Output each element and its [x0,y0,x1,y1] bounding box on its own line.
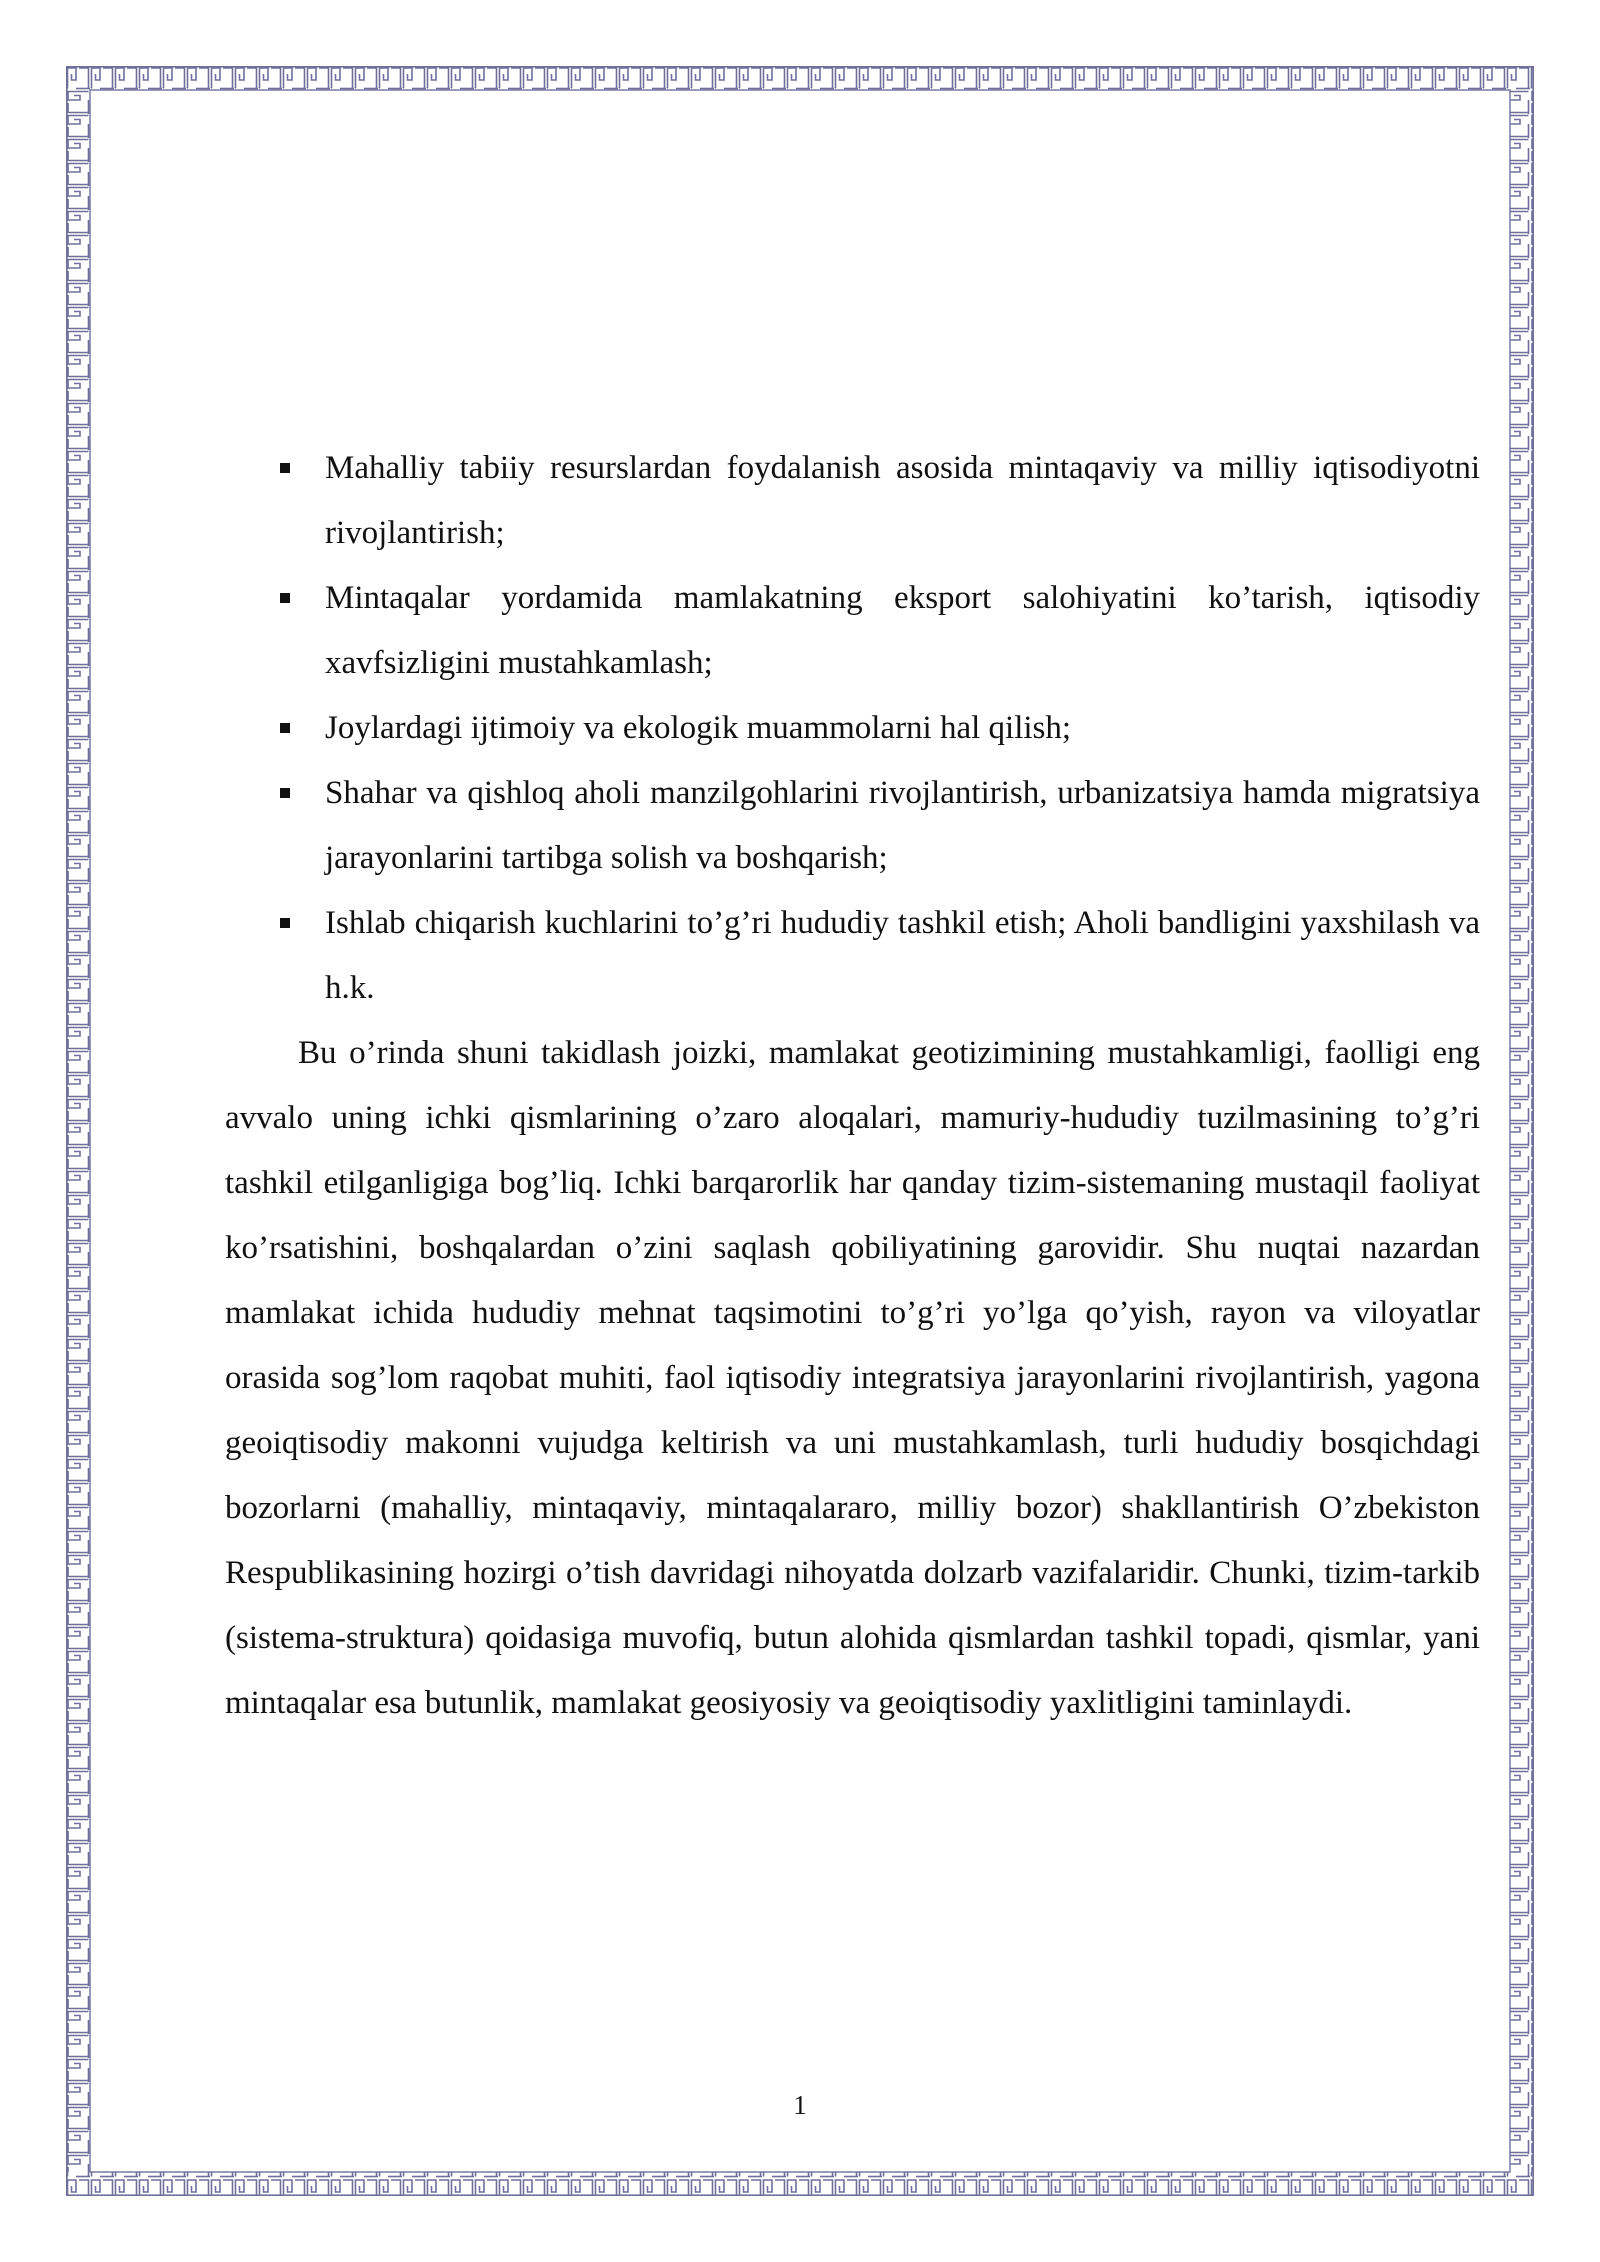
document-body [225,436,1480,1736]
list-item-text: Joylardagi ijtimoiy va ekologik muammolarni hal qilish; [325,710,1072,746]
square-bullet-icon [280,593,290,603]
bullet-list [225,436,1480,1021]
list-item [225,436,1480,566]
list-item-text: Shahar va qishloq aholi manzilgohlarini rivojlantirish, urbanizatsiya hamda migratsiya jarayonlarini tartibga solish va boshqarish; [325,775,1480,876]
list-item-text: Mintaqalar yordamida mamlakatning eksport salohiyatini ko’tarish, iqtisodiy xavfsizligini mustahkamlash; [325,580,1480,681]
list-item [225,696,1480,761]
page-number: 1 [793,2090,807,2120]
list-item-text: Ishlab chiqarish kuchlarini to’g’ri hududiy tashkil etish; Aholi bandligini yaxshilash va h.k. [325,905,1480,1006]
list-item [225,761,1480,891]
square-bullet-icon [280,723,290,733]
list-item [225,891,1480,1021]
list-item-text: Mahalliy tabiiy resurslardan foydalanish asosida mintaqaviy va milliy iqtisodiyotni rivojlantirish; [325,450,1480,551]
body-paragraph: Bu o’rinda shuni takidlash joizki, mamlakat geotizimining mustahkamligi, faolligi eng avvalo uning ichki qismlarining o’zaro aloqalari, mamuriy-hududiy tuzilmasining to’g’ri tashkil etilganligiga bog’liq. Ichki barqarorlik har qanday tizim-sistemaning mustaqil faoliyat ko’rsatishini, boshqalardan o’zini saqlash qobiliyatining garovidir. Shu nuqtai nazardan mamlakat ichida hududiy mehnat taqsimotini to’g’ri yo’lga qo’yish, rayon va viloyatlar orasida sog’lom raqobat muhiti, faol iqtisodiy integratsiya jarayonlarini rivojlantirish, yagona geoiqtisodiy makonni vujudga keltirish va uni mustahkamlash, turli hududiy bosqichdagi bozorlarni (mahalliy, mintaqaviy, mintaqalararo, milliy bozor) shakllantirish O’zbekiston Respublikasining hozirgi o’tish davridagi nihoyatda dolzarb vazifalaridir. Chunki, tizim-tarkib (sistema-struktura) qoidasiga muvofiq, butun alohida qismlardan tashkil topadi, qismlar, yani mintaqalar esa butunlik, mamlakat geosiyosiy va geoiqtisodiy yaxlitligini taminlaydi. [225,1035,1480,1721]
square-bullet-icon [280,788,290,798]
square-bullet-icon [280,463,290,473]
square-bullet-icon [280,918,290,928]
list-item [225,566,1480,696]
